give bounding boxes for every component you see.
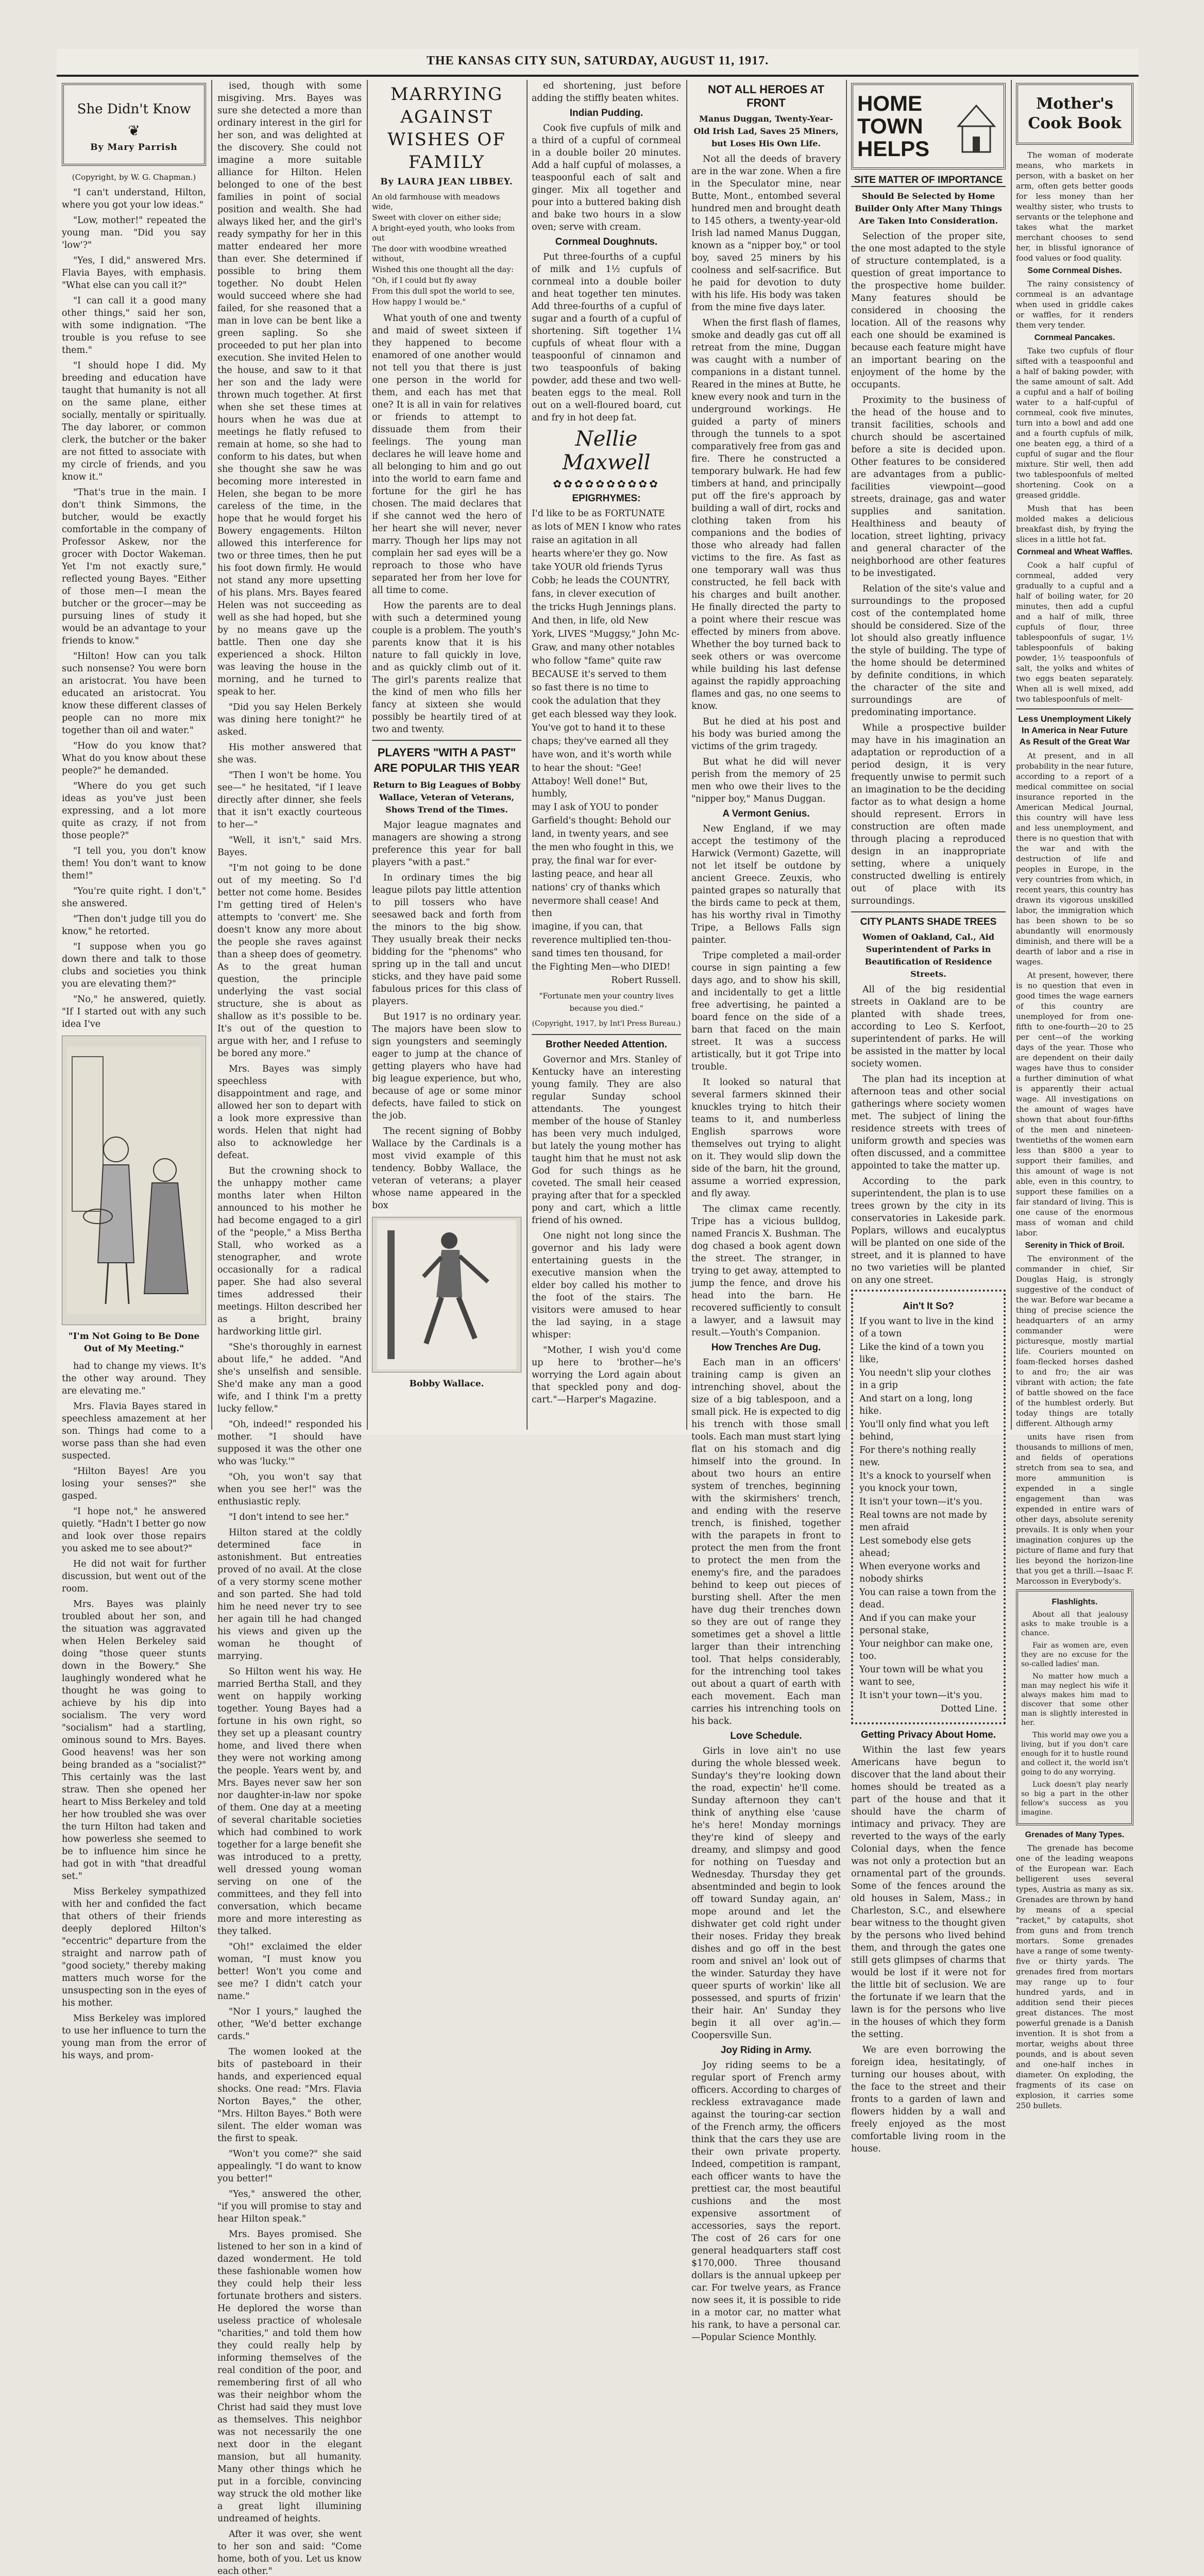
paragraph: This world may owe you a living, but if you don't care enough for it to hustle round and collect it, the world isn't going to do any worrying. bbox=[1021, 1731, 1128, 1776]
heroes-title: NOT ALL HEROES AT FRONT bbox=[707, 83, 825, 109]
story-copyright: (Copyright, by W. G. Chapman.) bbox=[72, 173, 196, 182]
paragraph: "Did you say Helen Berkely was dining here tonight?" he asked. bbox=[217, 702, 362, 737]
paragraph: "No," he answered, quietly. "If I started out with any such idea I've bbox=[62, 994, 206, 1029]
paragraph: All of the big residential streets in Oakland are to be planted with shade trees, according to Leo S. Kerfoot, superintendent of parks. He will be assisted in the matter by local society women. bbox=[851, 985, 1006, 1069]
paragraph: Luck doesn't play nearly so big a part in the other fellow's success as you imagine. bbox=[1021, 1781, 1128, 1817]
marrying-title: MARRYING AGAINST WISHES OF FAMILY bbox=[387, 84, 506, 173]
poem-line: "Oh, if I could but fly away bbox=[372, 276, 477, 285]
home-town-helps-box bbox=[851, 83, 1006, 170]
paragraph: "I hope not," he answered quietly. "Hadn't I better go now and look over those repairs you asked me to see about?" bbox=[62, 1506, 206, 1554]
site-deck: Should Be Selected by Home Builder Only After Many Things Are Taken Into Consideration. bbox=[855, 191, 1002, 226]
pancakes-heading: Cornmeal Pancakes. bbox=[1034, 333, 1115, 342]
paragraph: Governor and Mrs. Stanley of Kentucky have an interesting young family. They are also regular Sunday school attendants. The youngest member of the house of Stanley has been very much indulged, but lately the young mother has taught him that he must not ask God for such things as he coveted. The small heir ceased praying after that for a speckled pony and cart, which a little friend of his owned. bbox=[532, 1055, 681, 1226]
column-rule bbox=[686, 80, 687, 1430]
paragraph: had to change my views. It's the other way around. They are elevating me." bbox=[62, 1361, 206, 1396]
verse-line: lasting peace, and hear all bbox=[532, 869, 653, 879]
poem-line: Lest somebody else gets ahead; bbox=[859, 1536, 971, 1558]
verse-line: may I ask of YOU to ponder bbox=[532, 802, 658, 812]
paragraph: So Hilton went his way. He married Bertha Stall, and they went on happily working together. Young Bayes had a fortune in his own right, so they set up a pleasant country home, and lived there when they were not working among the people. Years went by, and Mrs. Bayes never saw her son nor daughter-in-law nor spoke of them. One day at a meeting of several charitable societies which had combined to work together for a large benefit she was introduced to a pretty, well dressed young woman serving on one of the committees, and they fell into conversation, which became more and more interesting as they talked. bbox=[217, 1667, 362, 1937]
paragraph: "That's true in the main. I don't think Simmons, the butcher, would be exactly comfortable in the company of Professor Askew, nor the grocer with Doctor Wakeman. Yet I'm not exactly sure," reflected young Bayes. "Either of those men—I mean the butcher or the grocer—may be pursuing lines of study it would be an advantage to your friends to know." bbox=[62, 487, 206, 646]
paragraph: His mother answered that she was. bbox=[217, 742, 362, 765]
paragraph: Mrs. Bayes was plainly troubled about her son, and the situation was aggravated when Helen Berkeley said doing "those queer stunts down in the Bowery." She laughingly wondered what he thought he was going to achieve by his dip into socialism. The very word "socialism" had a startling, ominous sound to Mrs. Bayes. Good heavens! was her son being branded as a "socialist?" This certainly was the last straw. Then she opened her heart to Miss Berkeley and told her how troubled she was over the turn Hilton had taken and how powerless she seemed to be to influence him since he had got in with "that dreadful set." bbox=[62, 1599, 206, 1882]
grenades-title: Grenades of Many Types. bbox=[1025, 1831, 1125, 1839]
verse-line: as lots of MEN I know who rates bbox=[532, 522, 681, 532]
verse-line: get each blessed way they look. bbox=[532, 709, 677, 720]
paragraph: When the first flash of flames, smoke and deadly gas cut off all retreat from the mine, Duggan was caught with a number of companions in a distant tunnel. Reared in the mines at Butte, he knew every nook and turn in the underground workings. He guided a party of miners through the tunnels to a spot comparatively free from gas and fire. There he constructed a temporary bulwark. He had few timbers at hand, and principally put off the fire's approach by building a wall of dirt, rocks and clothing taken from his companions and the bodies of those who already had fallen victims to the fire. As fast as one temporary wall was thus constructed, he fell back with his charges and built another. He finally directed the party to a point where their rescue was effected by miners from above. Whether the boy turned back to seek others or was overcome while building his last defense against the rapidly approaching flames and gas, no one seems to know. bbox=[691, 318, 841, 711]
vermont-title: A Vermont Genius. bbox=[722, 808, 810, 819]
paragraph: The plan had its inception at afternoon teas and other social gatherings where society women met. The subject of lining the residence streets with trees of uniform growth and species was often discussed, and a committee appointed to take the matter up. bbox=[851, 1074, 1006, 1171]
column-6 bbox=[851, 80, 1006, 2154]
column-4 bbox=[532, 80, 681, 1430]
paragraph: One night not long since the governor and his lady were entertaining guests in the executive mansion when the elder boy called his mother to the foot of the stairs. The visitors were amused to hear the lad saying, in a stage whisper: bbox=[532, 1231, 681, 1340]
poem-line: Your neighbor can make one, too. bbox=[859, 1639, 993, 1662]
marrying-poem bbox=[372, 192, 521, 307]
indian-pudding-heading: Indian Pudding. bbox=[569, 108, 643, 118]
paragraph: "Then don't judge till you do know," he retorted. bbox=[62, 914, 206, 937]
verse-line: Garfield's thought: Behold our bbox=[532, 816, 671, 826]
poem-line: A bright-eyed youth, who looks from out bbox=[372, 224, 515, 243]
paragraph: "I should hope I did. My breeding and education have taught that humanity is not all on the same plane, either socially, mentally or spiritually. The day laborer, or common clerk, the butcher or the baker are not fitted to associate with my circle of friends, and you know it." bbox=[62, 361, 206, 482]
paragraph: Tripe completed a mail-order course in sign painting a few days ago, and to show his skill, and incidentally to get a little free advertising, he painted a board fence on the side of a barn that faced on the main street. It was a success artistically, but it got Tripe into trouble. bbox=[691, 951, 841, 1072]
paragraph: Miss Berkeley was implored to use her influence to turn the young man from the error of his ways, and prom- bbox=[62, 2013, 206, 2061]
paragraph: Take two cupfuls of flour sifted with a teaspoonful and a half of baking powder, with the same amount of salt. Add a cupful and a half of boiling water to a half-cupful of cornmeal, cook five minutes, turn into a bowl and add one and a fourth cupfuls of milk, one beaten egg, a third of a cupful of sugar and the flour mixture. Stir well, then add two tablespoonfuls of melted shortening. Cook on a greased griddle. bbox=[1016, 346, 1133, 500]
illustration-caption: "I'm Not Going to Be Done Out of My Meeting." bbox=[68, 1331, 200, 1354]
poem-line: An old farmhouse with meadows wide, bbox=[372, 192, 500, 211]
paragraph: Major league magnates and managers are showing a strong preference this year for ball players "with a past." bbox=[372, 820, 521, 868]
paragraph: "Oh, you won't say that when you see her!" was the enthusiastic reply. bbox=[217, 1472, 362, 1507]
paragraph: But 1917 is no ordinary year. The majors have been slow to sign youngsters and seemingly eager to jump at the chance of getting players who have had big league experience, but who, because of age or some minor defects, have failed to stick on the job. bbox=[372, 1012, 521, 1121]
joy-title: Joy Riding in Army. bbox=[720, 2045, 812, 2056]
serenity-title: Serenity in Thick of Broil. bbox=[1025, 1241, 1125, 1250]
shade-trees-deck: Women of Oakland, Cal., Aid Superintendent of Parks in Beautification of Residence Streets. bbox=[862, 932, 995, 979]
paragraph: He did not wait for further discussion, but went out of the room. bbox=[62, 1559, 206, 1594]
paragraph: Not all the deeds of bravery are in the war zone. When a fire in the Speculator mine, near Butte, Mont., entombed several hundred men and brought death to 145 others, a twenty-year-old Irish lad named Manus Duggan, known as a "nipper boy," or tool boy, saved 25 miners by his coolness and self-sacrifice. But he paid for devotion to duty with his life. His body was taken from the mine five days later. bbox=[691, 154, 841, 313]
verse-line: pray, the final war for ever- bbox=[532, 856, 657, 866]
paragraph: No matter how much a man may neglect his wife it always makes him mad to discover that some other man is slightly interested in her. bbox=[1021, 1672, 1128, 1727]
players-deck: Return to Big Leagues of Bobby Wallace, Veteran of Veterans, Shows Trend of the Times. bbox=[372, 780, 521, 815]
paragraph: We are even borrowing the foreign idea, hesitatingly, of turning our houses about, with the face to the street and their fronts to a garden of lawn and flowers hidden by a wall and freely enjoyed as the most comfortable living room in the house. bbox=[851, 2045, 1006, 2154]
epigrhymes-author: Robert Russell. bbox=[611, 975, 681, 986]
verse-line: nations' cry of thanks which bbox=[532, 883, 660, 893]
verse-line: Cobb; he leads the COUNTRY, bbox=[532, 575, 670, 586]
story-illustration bbox=[62, 1036, 206, 1325]
paragraph: ised, though with some misgiving. Mrs. Bayes was sure she detected a more than ordinary interest in the girl for her son, and was delighted at the discovery. She could not imagine a more suitable alliance for Hilton. Helen belonged to one of the best families in point of social position and wealth. She had always liked her, and the girl's ready sympathy for her in this matter endeared her more than ever. She determined if possible to bring them together. No doubt Helen would succeed where she had failed, for she reasoned that a man in love can be bent like a green sapling. So she proceeded to put her plan into execution. She invited Helen to the house, and saw to it that her son and the lady were thrown much together. At first when she set these times at hours when he was due at meetings he flatly refused to remain at home, so she had to conform to his dates, but when she thought she saw he was becoming more interested in Helen, she began to be more careless of the time, in the hope that he would forget his Bowery engagements. Hilton allowed this interference for two or three times, then he put his foot down firmly. He would not stand any more upsetting of his plans. Mrs. Bayes feared Helen was not succeeding as well as she had hoped, but she by no means gave up the battle. Then one day she experienced a shock. Hilton was leaving the house in the morning, and he turned to speak to her. bbox=[217, 81, 362, 697]
marrying-byline: By LAURA JEAN LIBBEY. bbox=[380, 177, 513, 187]
masthead: THE KANSAS CITY SUN, SATURDAY, AUGUST 11, 1917. bbox=[57, 54, 1139, 77]
aint-it-so-poem bbox=[851, 1290, 1006, 1724]
verse-line: the Fighting Men—who DIED! bbox=[532, 962, 671, 972]
story-title-box bbox=[62, 83, 206, 166]
paragraph: The climax came recently. Tripe has a vicious bulldog, named Francis X. Bushman. The dog chased a book agent down the street. The stranger, in trying to get away, attempted to jump the fence, and drove his head into the barn. He recovered sufficiently to consult a lawyer, and a lawsuit may result.—Youth's Companion. bbox=[691, 1204, 841, 1338]
paragraph: "Oh, indeed!" responded his mother. "I should have supposed it was the other one who was 'lucky.'" bbox=[217, 1419, 362, 1467]
poem-line: You'll only find what you left behind, bbox=[859, 1419, 989, 1442]
poem-line: The door with woodbine wreathed without, bbox=[372, 244, 507, 263]
paragraph: "Where do you get such ideas as you've just been expressing, and a lot more quite as crazy, if not from those people?" bbox=[62, 781, 206, 841]
poem-line: It's a knock to yourself when you knock your town, bbox=[859, 1471, 991, 1494]
paragraph: "She's thoroughly in earnest about life," he added. "And she's unselfish and sensible. She'd make any man a good wife, and I think I'm a pretty lucky fellow." bbox=[217, 1342, 362, 1414]
paragraph: The grenade has become one of the leading weapons of the European war. Each belligerent uses several types, Austria as many as six. Grenades are thrown by hand by means of a special "racket," by catapults, shot from guns and from trench mortars. Some grenades have a range of some twenty-five or thirty yards. The grenades fired from mortars may range up to four hundred yards, and in addition send their pieces great distances. The most powerful grenade is a Danish invention. It is shot from a mortar, weighs about three pounds, and is about seven and one-half inches in diameter. On exploding, the fragments of its case on explosion, it carries some 250 bullets. bbox=[1016, 1843, 1133, 2110]
paragraph: "How do you know that? What do you know about these people?" he demanded. bbox=[62, 741, 206, 776]
verse-line: cook the adulation that they bbox=[532, 696, 661, 706]
doughnuts-heading: Cornmeal Doughnuts. bbox=[555, 236, 658, 247]
photo-caption: Bobby Wallace. bbox=[409, 1379, 484, 1389]
poem-author: Dotted Line. bbox=[940, 1704, 997, 1714]
poem-line: Wished this one thought all the day: bbox=[372, 265, 514, 274]
verse-line: nevermore shall cease! And then bbox=[532, 896, 659, 919]
paragraph: The woman of moderate means, who markets in person, with a basket on her arm, often gets better goods for less money than her wealthy sister, who trusts to servants or the telephone and takes what the market merchant chooses to send her, in blissful ignorance of food values or food quality. bbox=[1016, 150, 1134, 263]
poem-line: And if you can make your personal stake, bbox=[859, 1613, 976, 1636]
paragraph: "I can call it a good many other things," said her son, with some indignation. "The trouble is you refuse to see them." bbox=[62, 296, 206, 355]
paragraph: Joy riding seems to be a regular sport of French army officers. According to charges of reckless extravagance made against the touring-car section of the French army, the officers think that the cars they use are their own private property. Indeed, competition is rampant, each officer wants to have the prettiest car, the most beautiful cushions and the most expensive assortment of accessories, says the report. The cost of 26 cars for one general headquarters staff cost $170,000. Three thousand dollars is the annual upkeep per car. For twelve years, as France now sees it, it is possible to ride in a motor car, no matter what his rank, to have a personal car.—Popular Science Monthly. bbox=[691, 2060, 841, 2343]
verse-line: And then, in life, old New bbox=[532, 616, 649, 626]
verse-line: the men who fought in this, we bbox=[532, 842, 674, 853]
paragraph: "I can't understand, Hilton, where you got your low ideas." bbox=[62, 188, 206, 210]
house-icon bbox=[953, 95, 999, 157]
epigrhymes-copyright: (Copyright, 1917, by Int'l Press Bureau.) bbox=[532, 1020, 681, 1028]
poem-line: You needn't slip your clothes in a grip bbox=[859, 1368, 991, 1391]
verse-line: chaps; they've earned all they bbox=[532, 736, 669, 747]
verse-line: fans, in clever execution of bbox=[532, 589, 655, 599]
paragraph: Put three-fourths of a cupful of milk and 1½ cupfuls of cornmeal into a double boiler and heat together ten minutes. Add three-fourths of a cupful of sugar and a fourth of a cupful of shortening. Sift together 1¼ cupfuls of wheat flour with a teaspoonful of cinnamon and two teaspoonfuls of baking powder, add these and two well-beaten eggs to the meal. Roll out on a well-floured board, cut and fry in hot deep fat. bbox=[532, 252, 681, 423]
paragraph: But he died at his post and his body was buried among the victims of the grim tragedy. bbox=[691, 717, 841, 752]
paragraph: "Yes," answered the other, "if you will promise to stay and hear Hilton speak." bbox=[217, 2189, 362, 2224]
paragraph: Mrs. Bayes was simply speechless with disappointment and rage, and allowed her son to depart with a look more expressive than words. Helen that night had also to acknowledge her defeat. bbox=[217, 1064, 362, 1161]
brother-title: Brother Needed Attention. bbox=[546, 1039, 667, 1050]
paragraph: "Hilton! How can you talk such nonsense? You were born an aristocrat. You have been educated an aristocrat. You know these different classes of people can no more mix together than oil and water." bbox=[62, 651, 206, 736]
paragraph: The women looked at the bits of pasteboard in their hands, and experienced equal shocks. One read: "Mrs. Flavia Norton Bayes," the other, "Mrs. Hilton Bayes." Both were silent. The elder woman was the first to speak. bbox=[217, 2047, 362, 2144]
section-rule bbox=[1016, 708, 1133, 709]
paragraph: Selection of the proper site, the one most adapted to the style of structure contemplated, is a question of great importance to the prospective home builder. Many features should be considered in choosing the location. All of the reasons why each one should be examined is because each feature might have an important bearing on the enjoyment of the home by the occupants. bbox=[851, 231, 1006, 390]
verse-line: imagine, if you can, that bbox=[532, 922, 643, 932]
section-rule bbox=[532, 1034, 681, 1035]
verse-line: BECAUSE it's served to them bbox=[532, 669, 667, 680]
verse-line: I'd like to be as FORTUNATE bbox=[532, 509, 665, 519]
poem-line: If you want to live in the kind of a town bbox=[859, 1316, 994, 1339]
paragraph: "Won't you come?" she said appealingly. "I do want to know you better!" bbox=[217, 2149, 362, 2184]
verse-line: to hear the shout: "Gee! bbox=[532, 763, 642, 773]
cook-book-box bbox=[1016, 83, 1133, 145]
cook-book-title: Mother's Cook Book bbox=[1028, 95, 1122, 132]
paragraph: ed shortening, just before adding the stiffly beaten whites. bbox=[532, 81, 681, 104]
privacy-title: Getting Privacy About Home. bbox=[860, 1730, 996, 1740]
paragraph: What youth of one and twenty and maid of sweet sixteen if they happened to become enamored of one another would not tell you that there is just one person in the world for them, and each has met that one? It is all in vain for relatives or friends to attempt to dissuade them from their feelings. The young man declares he will leave home and all belonging to him and go out into the world to earn fame and fortune for the girl he has chosen. The maid declares that if she cannot wed the hero of her heart she will never, never marry. Though her lips may not complain her sad eyes will be a reproach to those who have separated her from her love for all time to come. bbox=[372, 313, 521, 596]
paragraph: Miss Berkeley sympathized with her and confided the fact that others of their friends deeply deplored Hilton's "eccentric" departure from the straight and narrow path of "good society," thereby making matters much worse for the unsuspecting son in the eyes of his mother. bbox=[62, 1887, 206, 2008]
paragraph: Mush that has been molded makes a delicious breakfast dish, by frying the slices in a little hot fat. bbox=[1016, 504, 1133, 544]
verse-line: Graw, and many other notables bbox=[532, 642, 675, 653]
story-title: She Didn't Know bbox=[77, 101, 191, 117]
story-text-1 bbox=[62, 187, 206, 1030]
paragraph: New England, if we may accept the testimony of the Harwick (Vermont) Gazette, will not let itself be outdone by ancient Greece. Zeuxis, who painted grapes so naturally that the birds came to peck at them, has his worthy rival in Timothy Tripe, a Bellows Falls sign painter. bbox=[691, 824, 841, 945]
paragraph: But what he did will never perish from the memory of 25 men who owe their lives to the "nipper boy," Manus Duggan. bbox=[691, 757, 841, 804]
paragraph: Hilton stared at the coldly determined face in astonishment. But entreaties proved of no avail. At the close of a very stormy scene mother and son parted. She had told him he need never try to see her again till he had changed his views and given up the woman he thought of marrying. bbox=[217, 1528, 362, 1662]
paragraph: Girls in love ain't no use during the whole blessed week. Sunday's they're looking down the road, expectin' he'll come. Sunday afternoon they can't think of anything else 'cause he's here! Monday mornings they're kind of sleepy and dreamy, and slimpsy and good for nothing on Tuesday and Wednesday. Thursday they get absentminded and begin to look off toward Sunday again, an' mope around and let the dishwater get cold right under their noses. Friday they break dishes and go off in the best room and snivel an' look out of the winder. Saturday they have queer spurts of workin' like all possessed, and spurts of frizin' their hair. An' Sunday they begin it all over ag'in.—Coopersville Sun. bbox=[691, 1746, 841, 2041]
home-town-helps-title: HOME TOWN HELPS bbox=[857, 91, 930, 161]
newspaper-page bbox=[57, 49, 1139, 2576]
paragraph: Mrs. Bayes promised. She listened to her son in a kind of dazed wonderment. He told these fashionable women how they could help their less fortunate brothers and sisters. He deplored the worse than useless practice of wholesale "charities," and told them how they could really help by informing themselves of the real condition of the poor, and remembering first of all who was their neighbor whom the Christ had said they must love as themselves. This neighbor was not necessarily the one next door in the elegant mansion, but all humanity. Many other things which he put in a forcible, convincing way struck the old mother like a great light illumining undreamed of heights. bbox=[217, 2229, 362, 2524]
paragraph: After it was over, she went to her son and said: "Come home, both of you. Let us know each other." bbox=[217, 2529, 362, 2576]
epigrhymes-footer: "Fortunate men your country lives because you died." bbox=[539, 991, 674, 1013]
poem-line: For there's nothing really new. bbox=[859, 1445, 976, 1468]
verse-line: so fast there is no time to bbox=[532, 683, 649, 693]
verse-line: Attaboy! Well done!" But, humbly, bbox=[532, 776, 648, 799]
site-title: SITE MATTER OF IMPORTANCE bbox=[851, 175, 1006, 187]
paragraph: "I tell you, you don't know them! You don't want to know them!" bbox=[62, 846, 206, 881]
poem-line: When everyone works and nobody shirks bbox=[859, 1562, 980, 1584]
paragraph: Fair as women are, even they are no excuse for the so-called ladies' man. bbox=[1021, 1641, 1128, 1668]
story-byline: By Mary Parrish bbox=[90, 142, 178, 152]
paragraph: "Nor I yours," laughed the other, "We'd better exchange cards." bbox=[217, 2007, 362, 2042]
poem-line: And start on a long, long hike. bbox=[859, 1394, 973, 1416]
verse-line: reverence multiplied ten-thou- bbox=[532, 935, 671, 945]
paragraph: "Hilton Bayes! Are you losing your senses?" she gasped. bbox=[62, 1466, 206, 1501]
paragraph: But the crowning shock to the unhappy mother came months later when Hilton announced to his mother he had become engaged to a girl of the "people," a Miss Bertha Stall, who worked as a stenographer, and wrote occasionally for a radical paper. She had also several times addressed their meetings. Hilton described her as a bright, brainy hardworking little girl. bbox=[217, 1166, 362, 1337]
paragraph: "You're quite right. I don't," she answered. bbox=[62, 886, 206, 909]
shade-trees-title: CITY PLANTS SHADE TREES bbox=[860, 917, 997, 927]
paragraph: "I don't intend to see her." bbox=[229, 1512, 349, 1522]
verse-line: have won, and it's worth while bbox=[532, 750, 672, 760]
paragraph: "Mother, I wish you'd come up here to 'brother—he's worrying the Lord again about that speckled pony and dog-cart."—Harper's Magazine. bbox=[532, 1345, 681, 1405]
paragraph: The rainy consistency of cornmeal is an advantage when used in griddle cakes or waffles, for it renders them very tender. bbox=[1016, 279, 1133, 330]
paragraph: "Oh!" exclaimed the elder woman, "I must know you better! Won't you come and see me? I didn't catch your name." bbox=[217, 1942, 362, 2002]
trenches-title: How Trenches Are Dug. bbox=[711, 1342, 821, 1353]
paragraph: In ordinary times the big league pilots pay little attention to pill tossers who have seesawed back and forth from the minors to the big show. They usually break their necks bidding for the "phenoms" who spring up in the tall and uncut sticks, and they have paid some fabulous prices for this class of players. bbox=[372, 873, 521, 1007]
verse-line: land, in twenty years, and see bbox=[532, 829, 669, 839]
signature: Nellie Maxwell bbox=[562, 427, 651, 474]
paragraph: Mrs. Flavia Bayes stared in speechless amazement at her son. Things had come to a worse pass than she had even suspected. bbox=[62, 1401, 206, 1461]
epigrhymes-verse bbox=[532, 507, 681, 973]
poem-line: It isn't your town—it's you. bbox=[859, 1497, 982, 1507]
paragraph: The environment of the commander in chief, Sir Douglas Haig, is strongly suggestive of the conduct of the war. Before war became a thing of precise science the headquarters of an army commander were picturesque, mostly martial life. Couriers mounted on foam-flecked horses dashed to and fro; the air was vibrant with action; the fate of battle showed on the face of the humblest orderly. But today things are totally different. Although army bbox=[1016, 1254, 1133, 1428]
poem-line: How happy I would be." bbox=[372, 297, 466, 307]
paragraph: "Well, it isn't," said Mrs. Bayes. bbox=[217, 835, 362, 858]
column-2 bbox=[217, 80, 362, 2576]
flashlights-title: Flashlights. bbox=[1052, 1598, 1098, 1606]
cornmeal-dishes-heading: Some Cornmeal Dishes. bbox=[1027, 266, 1122, 275]
illustration-figures bbox=[67, 1046, 201, 1314]
heroes-deck: Manus Duggan, Twenty-Year-Old Irish Lad, Saves 25 Miners, but Loses His Own Life. bbox=[693, 114, 839, 148]
paragraph: "Low, mother!" repeated the young man. "Did you say 'low'?" bbox=[62, 215, 206, 250]
paragraph: While a prospective builder may have in his imagination an adaptation or reproduction of a period design, it is very frequently unwise to permit such an imagination to be the deciding factor as to what design a home should represent. Errors in construction are often made through placing a reproduced design in an inappropriate setting, where a uniquely constructed dwelling is entirely out of place with its surroundings. bbox=[851, 723, 1006, 906]
players-title: PLAYERS "WITH A PAST" ARE POPULAR THIS YEAR bbox=[374, 746, 520, 774]
verse-line: who follow "fame" quite raw bbox=[532, 656, 662, 666]
poem-title: Ain't It So? bbox=[903, 1301, 954, 1312]
love-title: Love Schedule. bbox=[730, 1731, 802, 1741]
paragraph: Each man in an officers' training camp is given an intrenching shovel, about the size of a big tablespoon, and a small pick. He is expected to dig his trench with those small tools. Each man must start lying flat on his stomach and dig himself into the ground. In about two hours an entire system of trenches, beginning with the skirmishers' trench, and ending with the reserve trench, is finished, together with the parapets in front to protect the men from the front to protect the men from the enemy's fire, and the paradoes behind to keep out pieces of bursting shell. After the men have dug their trenches down so they are out of range they sometimes get a shovel a little larger than their intrenching tool. That helps considerably, for the intrenching tool takes out about a quart of earth with each movement. Each man carries his intrenching tools on his back. bbox=[691, 1358, 841, 1726]
paragraph: Proximity to the business of the head of the house and to transit facilities, schools and church should be ascertained before a site is decided upon. Other features to be considered are advantages from a public-facilities viewpoint—good streets, drainage, gas and water supplies and sanitation. Healthiness and beauty of location, street lighting, privacy and general character of the neighborhood are other features to be investigated. bbox=[851, 395, 1006, 579]
verse-line: take YOUR old friends Tyrus bbox=[532, 562, 663, 572]
column-rule bbox=[846, 80, 847, 1430]
column-7 bbox=[1016, 80, 1134, 2110]
paragraph: "Then I won't be home. You see—" he hesitated, "if I leave directly after dinner, she feels that it isn't exactly courteous to her—" bbox=[217, 770, 362, 830]
waffles-heading: Cornmeal and Wheat Waffles. bbox=[1016, 548, 1133, 556]
epigrhymes-title: EPIGRHYMES: bbox=[572, 493, 641, 504]
verse-line: You've got to hand it to these bbox=[532, 723, 665, 733]
column-1 bbox=[62, 80, 206, 2061]
paragraph: units have risen from thousands to millions of men, and fields of operations stretch from sea to sea, and more ammunition is expended in a single engagement than was expended in entire wars of other days, absolute serenity prevails. It is only when your imagination conjures up the picture of flame and fury that lies beyond the horizon-line that you get a thrill.—Isaac F. Marcosson in Everybody's. bbox=[1016, 1432, 1133, 1586]
column-rule bbox=[527, 80, 528, 1430]
column-rule bbox=[211, 80, 212, 1430]
verse-line: hearts where'er they go. Now bbox=[532, 549, 668, 559]
poem-line: Your town will be what you want to see, bbox=[859, 1665, 983, 1687]
paragraph: "Yes, I did," answered Mrs. Flavia Bayes, with emphasis. "What else can you call it?" bbox=[62, 256, 206, 291]
paragraph: About all that jealousy asks to make trouble is a chance. bbox=[1021, 1611, 1128, 1637]
verse-line: sand times ten thousand, for bbox=[532, 948, 663, 959]
paragraph: At present, however, there is no question that even in good times the wage earners of this country are unemployed for from one-fifth to one-fourth—20 to 25 per cent—of the working days of the year. Those who are dependent on their daily wages have thus to consider a further diminution of what is apparently their actual wage. All investigations on the amount of wages have shown that about four-fifths of the men and nineteen-twentieths of the women earn less than $800 a year to support their families, and this amount of wage is not able, even in this country, to support these families on a fair standard of living. This is one cause of the enormous mass of woman and child labor. bbox=[1016, 971, 1133, 1238]
paragraph: "I suppose when you go down there and talk to those clubs and societies you think you are elevating them?" bbox=[62, 942, 206, 989]
poem-line: Sweet with clover on either side; bbox=[372, 213, 501, 222]
paragraph: Within the last few years Americans have begun to discover that the land about their homes should be treated as a part of the house and that it should have the charm of intimacy and privacy. They are reverted to the ways of the early Colonial days, when the fence was not only a protection but an ornamental part of the grounds. Some of the fences around the old houses in Salem, Mass.; in Charleston, S.C., and elsewhere bear witness to the thought given by the persons who lived behind them, and through the gates one still gets glimpses of charms that would be lost if it were not for the little bit of seclusion. We are the fortunate if we learn that the lawn is for the persons who live in the houses of which they form the setting. bbox=[851, 1745, 1006, 2040]
verse-line: York, LIVES "Muggsy," John Mc- bbox=[532, 629, 680, 639]
poem-line: It isn't your town—it's you. bbox=[859, 1690, 982, 1701]
paragraph: It looked so natural that several farmers skinned their knuckles trying to hitch their teams to it, and numberless English sparrows wore themselves out trying to alight on it. They would slip down the side of the barn, hit the ground, assume a worried expression, and fly away. bbox=[691, 1077, 841, 1199]
unemployment-title: Less Unemployment Likely In America in Near Future As Result of the Great War bbox=[1018, 714, 1131, 747]
flower-border-icon: ✿✿✿✿✿✿✿✿✿✿ bbox=[553, 478, 660, 490]
column-rule bbox=[367, 80, 368, 1430]
bobby-wallace-photo bbox=[372, 1217, 521, 1372]
paragraph: According to the park superintendent, the plan is to use trees grown by the city in its conservatories in Lakeside park. Poplars, willows and eucalyptus will be planted on one side of the street, and it is planned to have no two varieties will be planted on any one street. bbox=[851, 1176, 1006, 1285]
column-5 bbox=[691, 80, 841, 2343]
paragraph: Cook five cupfuls of milk and a third of a cupful of cornmeal in a double boiler 20 minutes. Add a half cupful of molasses, a teaspoonful each of salt and ginger. Mix all together and pour into a buttered baking dish and bake two hours in a slow oven; serve with cream. bbox=[532, 123, 681, 232]
column-3 bbox=[372, 80, 521, 1430]
poem-line: You can raise a town from the dead. bbox=[859, 1587, 996, 1610]
section-rule bbox=[851, 911, 1006, 912]
section-rule bbox=[372, 740, 521, 741]
poem-line: Real towns are not made by men afraid bbox=[859, 1510, 987, 1533]
paragraph: The recent signing of Bobby Wallace by the Cardinals is a most vivid example of this tendency. Bobby Wallace, the veteran of veterans; a player whose name appeared in the box bbox=[372, 1126, 521, 1211]
paragraph: At present, and in all probability in the near future, according to a report of a medical committee on social insurance reported in the American Medical Journal, this country will have less and less unemployment, and there is no question that with the war and with the destruction of life and peoples in Europe, in the very countries from which, in recent years, this country has drawn its vigorous unskilled labor, the immigration which has been shown to be so abundantly will enormously diminish, and there will be a dearth of labor and a rise in wages. bbox=[1016, 751, 1133, 967]
ballplayer-figure bbox=[377, 1220, 516, 1369]
verse-line: the tricks Hugh Jennings plans. bbox=[532, 602, 676, 613]
paragraph: "I'm not going to be done out of my meeting. So I'd better not come home. Besides I'm getting tired of Helen's attempts to 'convert' me. She doesn't know any more about the people she raves against than a sheep does of geometry. As to the great human question, the principle underlying the vast social structure, she is about as shallow as it's possible to be. It's out of the question to argue with her, and I refuse to be bored any more." bbox=[217, 863, 362, 1059]
column-rule bbox=[1011, 80, 1012, 1430]
paragraph: How the parents are to deal with such a determined young couple is a problem. The youth's parents know that it is his nature to fall quickly in love, and as quickly climb out of it. The girl's parents realize that the kind of men who fills her fancy at sixteen she would possibly be heartily tired of at two and twenty. bbox=[372, 601, 521, 735]
ornament-icon: ❦ bbox=[128, 122, 140, 139]
poem-line: Like the kind of a town you like, bbox=[859, 1342, 984, 1365]
verse-line: raise an agitation in all bbox=[532, 535, 638, 546]
story-text-2 bbox=[62, 1360, 206, 2062]
flashlights-box bbox=[1016, 1589, 1133, 1825]
paragraph: Cook a half cupful of cornmeal, added very gradually to a cupful and a half of boiling water, for 20 minutes, then add a cupful and a half of milk, three cupfuls of flour, three tablespoonfuls of sugar, 1½ tablespoonfuls of baking powder, 1½ teaspoonfuls of salt, the yolks and whites of two eggs beaten separately. When all is well mixed, add two tablespoonfuls of melt- bbox=[1016, 561, 1133, 704]
paragraph: Relation of the site's value and surroundings to the proposed cost of the contemplated home should be considered. Size of the lot should also greatly influence the style of building. The type of the home should be determined by definite conditions, in which the character of the site and surroundings are of predominating importance. bbox=[851, 584, 1006, 718]
poem-line: From this dull spot the world to see, bbox=[372, 286, 515, 296]
